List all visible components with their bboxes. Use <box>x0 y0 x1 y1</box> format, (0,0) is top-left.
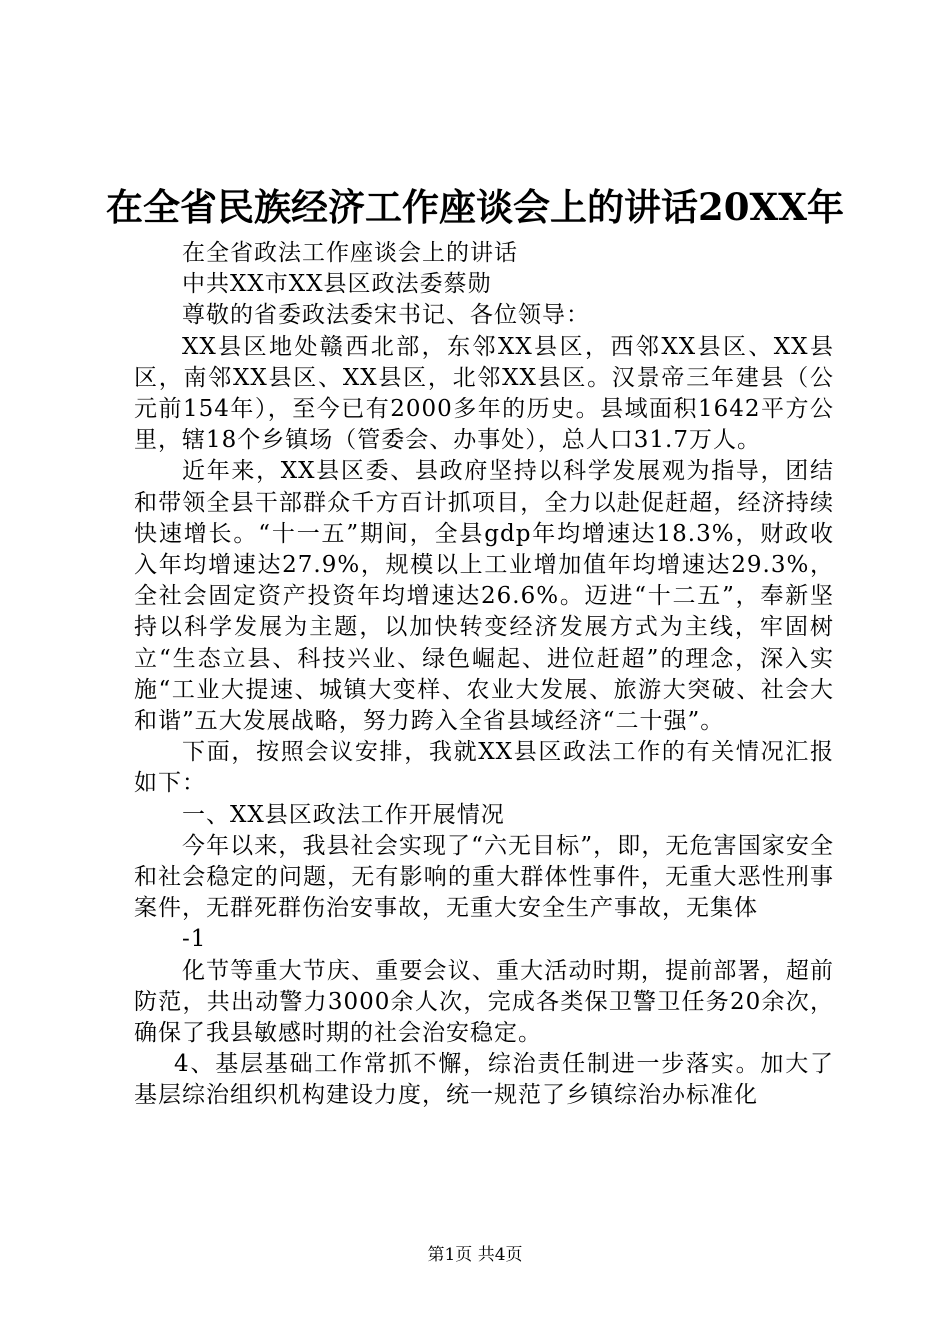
paragraph-county-overview: XX县区地处赣西北部，东邻XX县区，西邻XX县区、XX县区，南邻XX县区、XX县区，北邻XX县区。汉景帝三年建县（公元前154年），至今已有2000多年的历史。县域面积1642平方公里，辖18个乡镇场（管委会、办事处），总人口31.7万人。 <box>134 333 834 454</box>
paragraph-report-intro: 下面，按照会议安排，我就XX县区政法工作的有关情况汇报如下： <box>134 739 834 797</box>
document-body <box>134 238 834 1112</box>
paragraph-six-goals: 今年以来，我县社会实现了“六无目标”，即，无危害国家安全和社会稳定的问题，无有影响的重大群体性事件，无重大恶性刑事案件，无群死群伤治安事故，无重大安全生产事故，无集体 <box>134 832 834 922</box>
paragraph-security-tasks: 化节等重大节庆、重要会议、重大活动时期，提前部署，超前防范，共出动警力3000余人次，完成各类保卫警卫任务20余次，确保了我县敏感时期的社会治安稳定。 <box>134 957 834 1047</box>
paragraph-salutation: 尊敬的省委政法委宋书记、各位领导： <box>182 302 590 329</box>
paragraph-recent-development: 近年来，XX县区委、县政府坚持以科学发展观为指导，团结和带领全县干部群众千方百计抓项目，全力以赴促赶超，经济持续快速增长。“十一五”期间，全县gdp年均增速达18.3%，财政收入年均增速达27.9%，规模以上工业增加值年均增速达29.3%，全社会固定资产投资年均增速达26.6%。迈进“十二五”，奉新坚持以科学发展为主题，以加快转变经济发展方式为主线，牢固树立“生态立县、科技兴业、绿色崛起、进位赶超”的理念，深入实施“工业大提速、城镇大变样、农业大发展、旅游大突破、社会大和谐”五大发展战略，努力跨入全省县域经济“二十强”。 <box>134 458 834 735</box>
page-break-marker: -1 <box>182 926 207 953</box>
paragraph-speaker: 中共XX市XX县区政法委蔡勋 <box>182 271 492 298</box>
section-heading-1: 一、XX县区政法工作开展情况 <box>182 801 505 828</box>
page-footer: 第1页 共4页 <box>427 1245 523 1265</box>
paragraph-grassroots-work: 4、基层基础工作常抓不懈，综治责任制进一步落实。加大了基层综治组织机构建设力度，统一规范了乡镇综治办标准化 <box>134 1051 834 1109</box>
document-title: 在全省民族经济工作座谈会上的讲话20XX年 <box>106 185 844 229</box>
paragraph-speech-title: 在全省政法工作座谈会上的讲话 <box>182 240 518 266</box>
